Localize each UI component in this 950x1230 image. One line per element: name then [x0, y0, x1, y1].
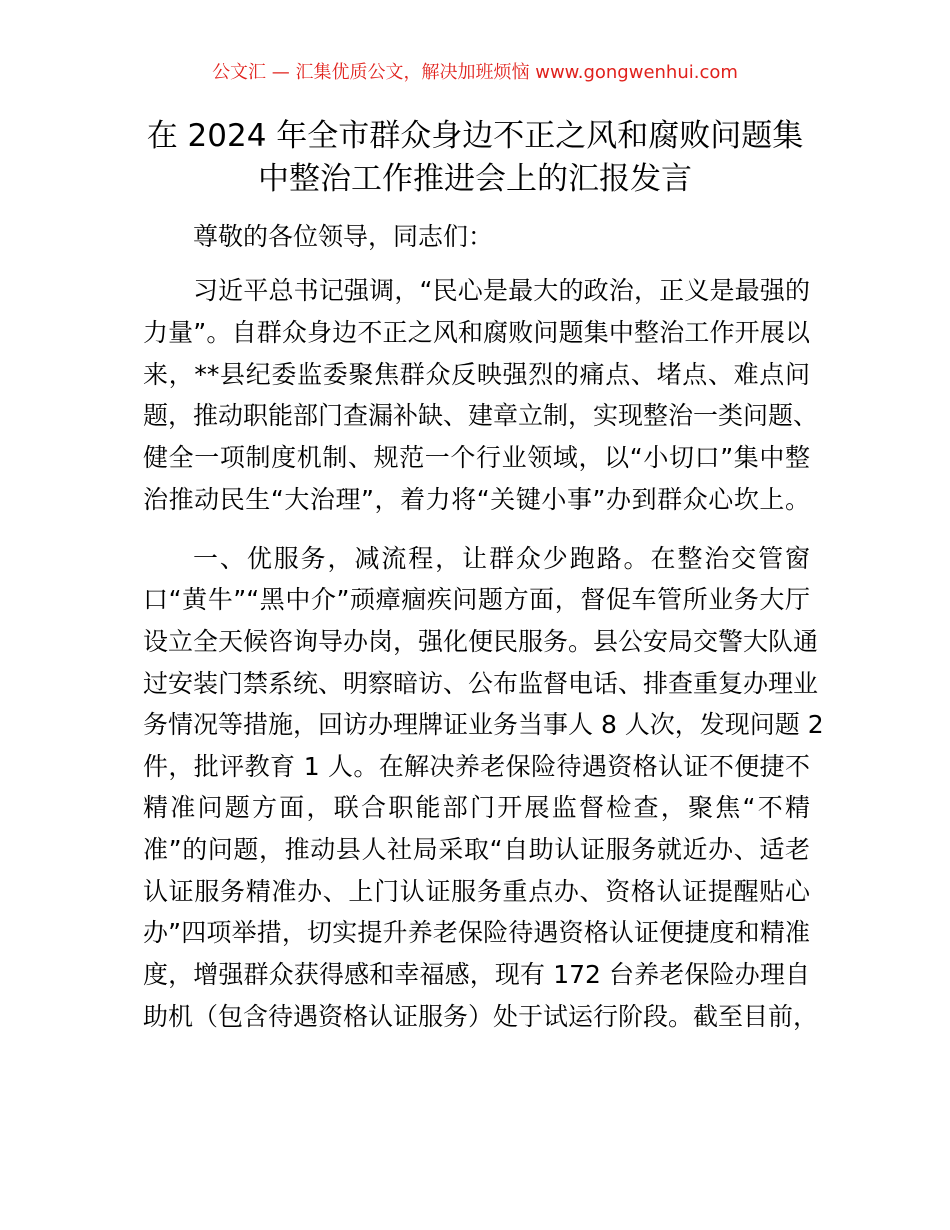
text-line: 来，**县纪委监委聚焦群众反映强烈的痛点、堵点、难点问: [143, 360, 810, 389]
text-line: 口“黄牛”“黑中介”顽瘴痼疾问题方面，督促车管所业务大厅: [143, 585, 810, 614]
text-line: 精准问题方面，联合职能部门开展监督检查，聚焦“不精: [143, 793, 810, 822]
text-line: 件，批评教育 1 人。在解决养老保险待遇资格认证不便捷不: [143, 752, 810, 781]
watermark-header: 公文汇 — 汇集优质公文，解决加班烦恼 www.gongwenhui.com: [212, 62, 738, 83]
text-line: 设立全天候咨询导办岗，强化便民服务。县公安局交警大队通: [143, 627, 819, 656]
text-line: 办”四项举措，切实提升养老保险待遇资格认证便捷度和精准: [143, 918, 810, 947]
text-line: 健全一项制度机制、规范一个行业领域，以“小切口”集中整: [143, 443, 810, 472]
text-line: 习近平总书记强调，“民心是最大的政治，正义是最强的: [193, 276, 810, 305]
text-line: 准”的问题，推动县人社局采取“自助认证服务就近办、适老: [143, 835, 810, 864]
text-line: 度，增强群众获得感和幸福感，现有 172 台养老保险办理自: [143, 960, 810, 989]
document-title-line-1: 在 2024 年全市群众身边不正之风和腐败问题集: [146, 118, 804, 154]
document-title-line-2: 中整治工作推进会上的汇报发言: [258, 161, 692, 197]
text-line: 务情况等措施，回访办理牌证业务当事人 8 人次，发现问题 2: [143, 710, 824, 739]
text-line: 认证服务精准办、上门认证服务重点办、资格认证提醒贴心: [143, 877, 810, 906]
text-line: 一、优服务，减流程，让群众少跑路。在整治交管窗: [193, 544, 810, 573]
text-line: 力量”。自群众身边不正之风和腐败问题集中整治工作开展以: [143, 318, 810, 347]
text-line: 过安装门禁系统、明察暗访、公布监督电话、排查重复办理业: [143, 669, 819, 698]
text-line: 治推动民生“大治理”，着力将“关键小事”办到群众心坎上。: [143, 485, 810, 514]
salutation: 尊敬的各位领导，同志们：: [193, 222, 494, 251]
text-line: 题，推动职能部门查漏补缺、建章立制，实现整治一类问题、: [143, 401, 819, 430]
text-line: 助机（包含待遇资格认证服务）处于试运行阶段。截至目前，: [143, 1002, 819, 1031]
